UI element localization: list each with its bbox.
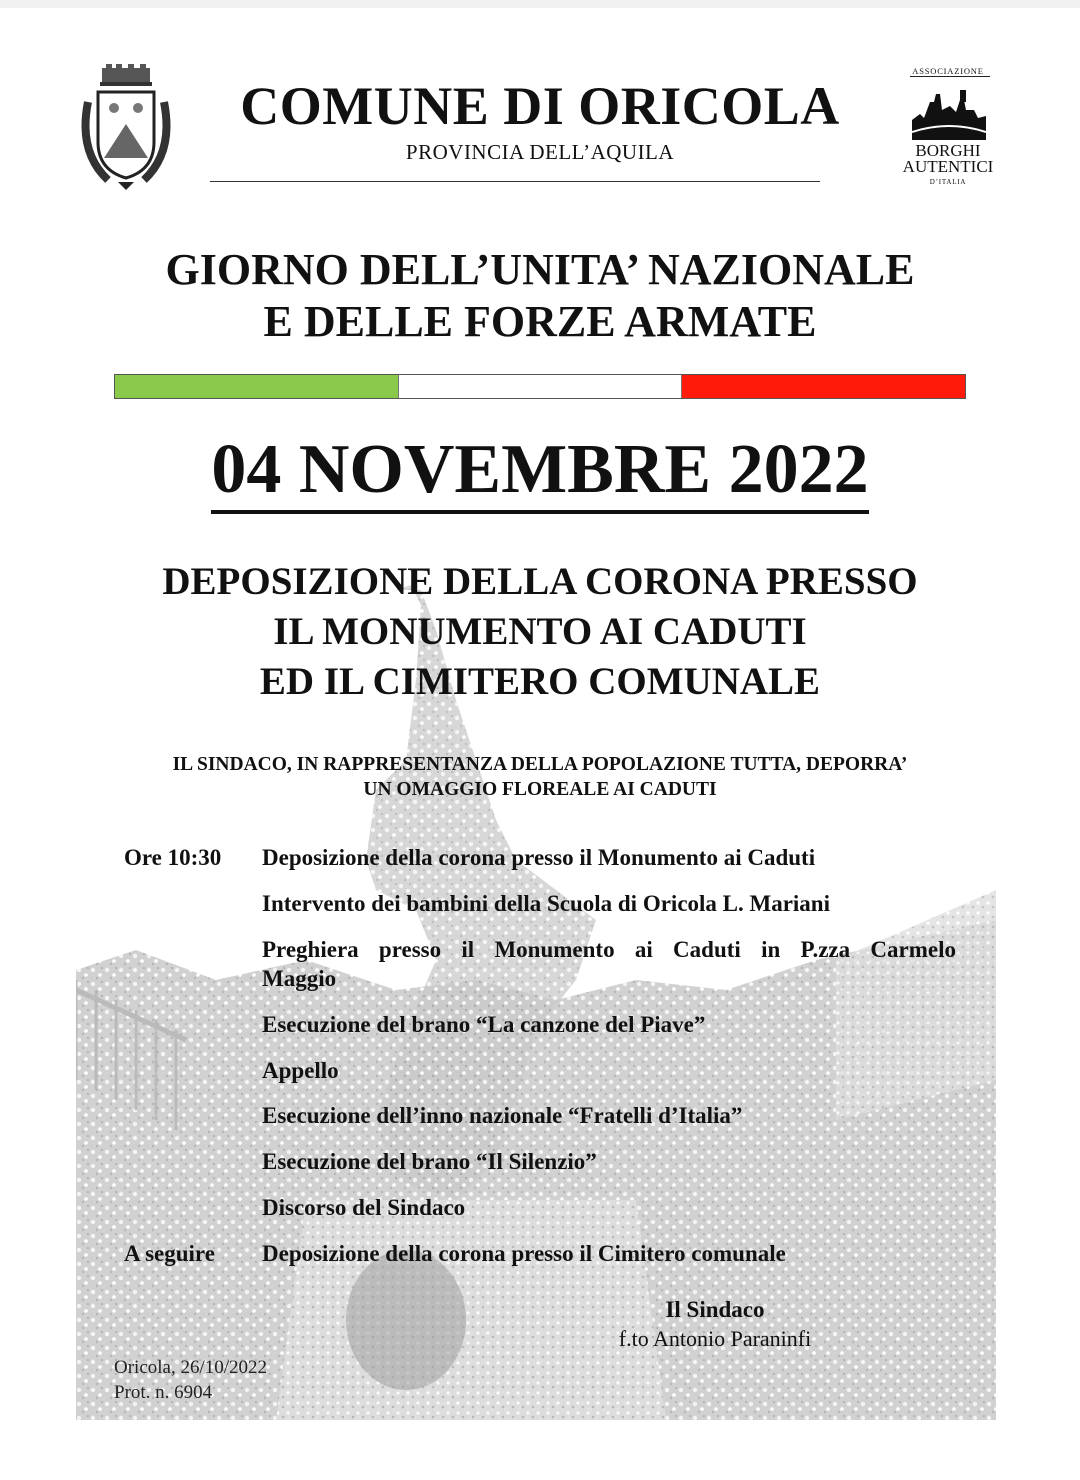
- top-edge: [0, 0, 1080, 8]
- logo-line-3: D’ITALIA: [929, 178, 967, 186]
- logo-line-2: AUTENTICI: [902, 157, 994, 176]
- village-icon: [912, 80, 986, 140]
- signature-title: Il Sindaco: [665, 1297, 765, 1322]
- ceremony-line-1: DEPOSIZIONE DELLA CORONA PRESSO: [162, 560, 918, 603]
- place-and-date: Oricola, 26/10/2022: [114, 1357, 268, 1378]
- comune-title: COMUNE DI ORICOLA: [240, 76, 840, 136]
- logo-line-1: BORGHI: [915, 141, 981, 160]
- programme-item: Deposizione della corona presso il Cimitero comunale: [262, 1241, 786, 1266]
- protocol-number: Prot. n. 6904: [114, 1382, 213, 1403]
- programme-time-start: Ore 10:30: [124, 845, 222, 870]
- programme-item: Intervento dei bambini della Scuola di Oricola L. Mariani: [262, 891, 830, 916]
- coat-of-arms-icon: [78, 62, 174, 192]
- programme-item: Appello: [262, 1058, 339, 1083]
- ceremony-title: [40, 557, 1040, 707]
- event-date-text: 04 NOVEMBRE 2022: [211, 430, 868, 514]
- programme-time-following: A seguire: [124, 1241, 215, 1266]
- event-title-line-1: GIORNO DELL’UNITA’ NAZIONALE: [165, 245, 915, 294]
- ceremony-line-2: IL MONUMENTO AI CADUTI: [273, 610, 807, 653]
- ceremony-line-3: ED IL CIMITERO COMUNALE: [259, 660, 821, 703]
- flag-green-stripe: [115, 375, 398, 398]
- announcement-line-1: IL SINDACO, IN RAPPRESENTANZA DELLA POPOLAZIONE TUTTA, DEPORRA’: [172, 754, 908, 775]
- announcement: [60, 752, 1020, 802]
- header-divider: [210, 181, 820, 182]
- programme-item: Esecuzione dell’inno nazionale “Fratelli d’Italia”: [262, 1103, 743, 1128]
- flag-white-stripe: [399, 375, 682, 398]
- logo-association-text: ASSOCIAZIONE: [912, 66, 984, 76]
- flag-red-stripe: [682, 375, 965, 398]
- programme-item: Deposizione della corona presso il Monumento ai Caduti: [262, 845, 816, 870]
- programme-item-continuation: Maggio: [262, 966, 337, 991]
- event-title-line-2: E DELLE FORZE ARMATE: [263, 297, 817, 346]
- announcement-line-2: UN OMAGGIO FLOREALE AI CADUTI: [363, 779, 717, 800]
- event-date: [0, 430, 1080, 514]
- programme-item: Esecuzione del brano “Il Silenzio”: [262, 1149, 597, 1174]
- provincia-subtitle: PROVINCIA DELL’AQUILA: [405, 140, 675, 164]
- borghi-autentici-logo: [898, 66, 998, 196]
- programme-item: Esecuzione del brano “La canzone del Piave”: [262, 1012, 706, 1037]
- italian-flag-bar: [114, 374, 966, 399]
- signature-name: f.to Antonio Paraninfi: [618, 1326, 812, 1351]
- programme-item: Discorso del Sindaco: [262, 1195, 466, 1220]
- event-title: [40, 244, 1040, 348]
- programme-item: Preghiera presso il Monumento ai Caduti in P.zza Carmelo: [262, 937, 956, 962]
